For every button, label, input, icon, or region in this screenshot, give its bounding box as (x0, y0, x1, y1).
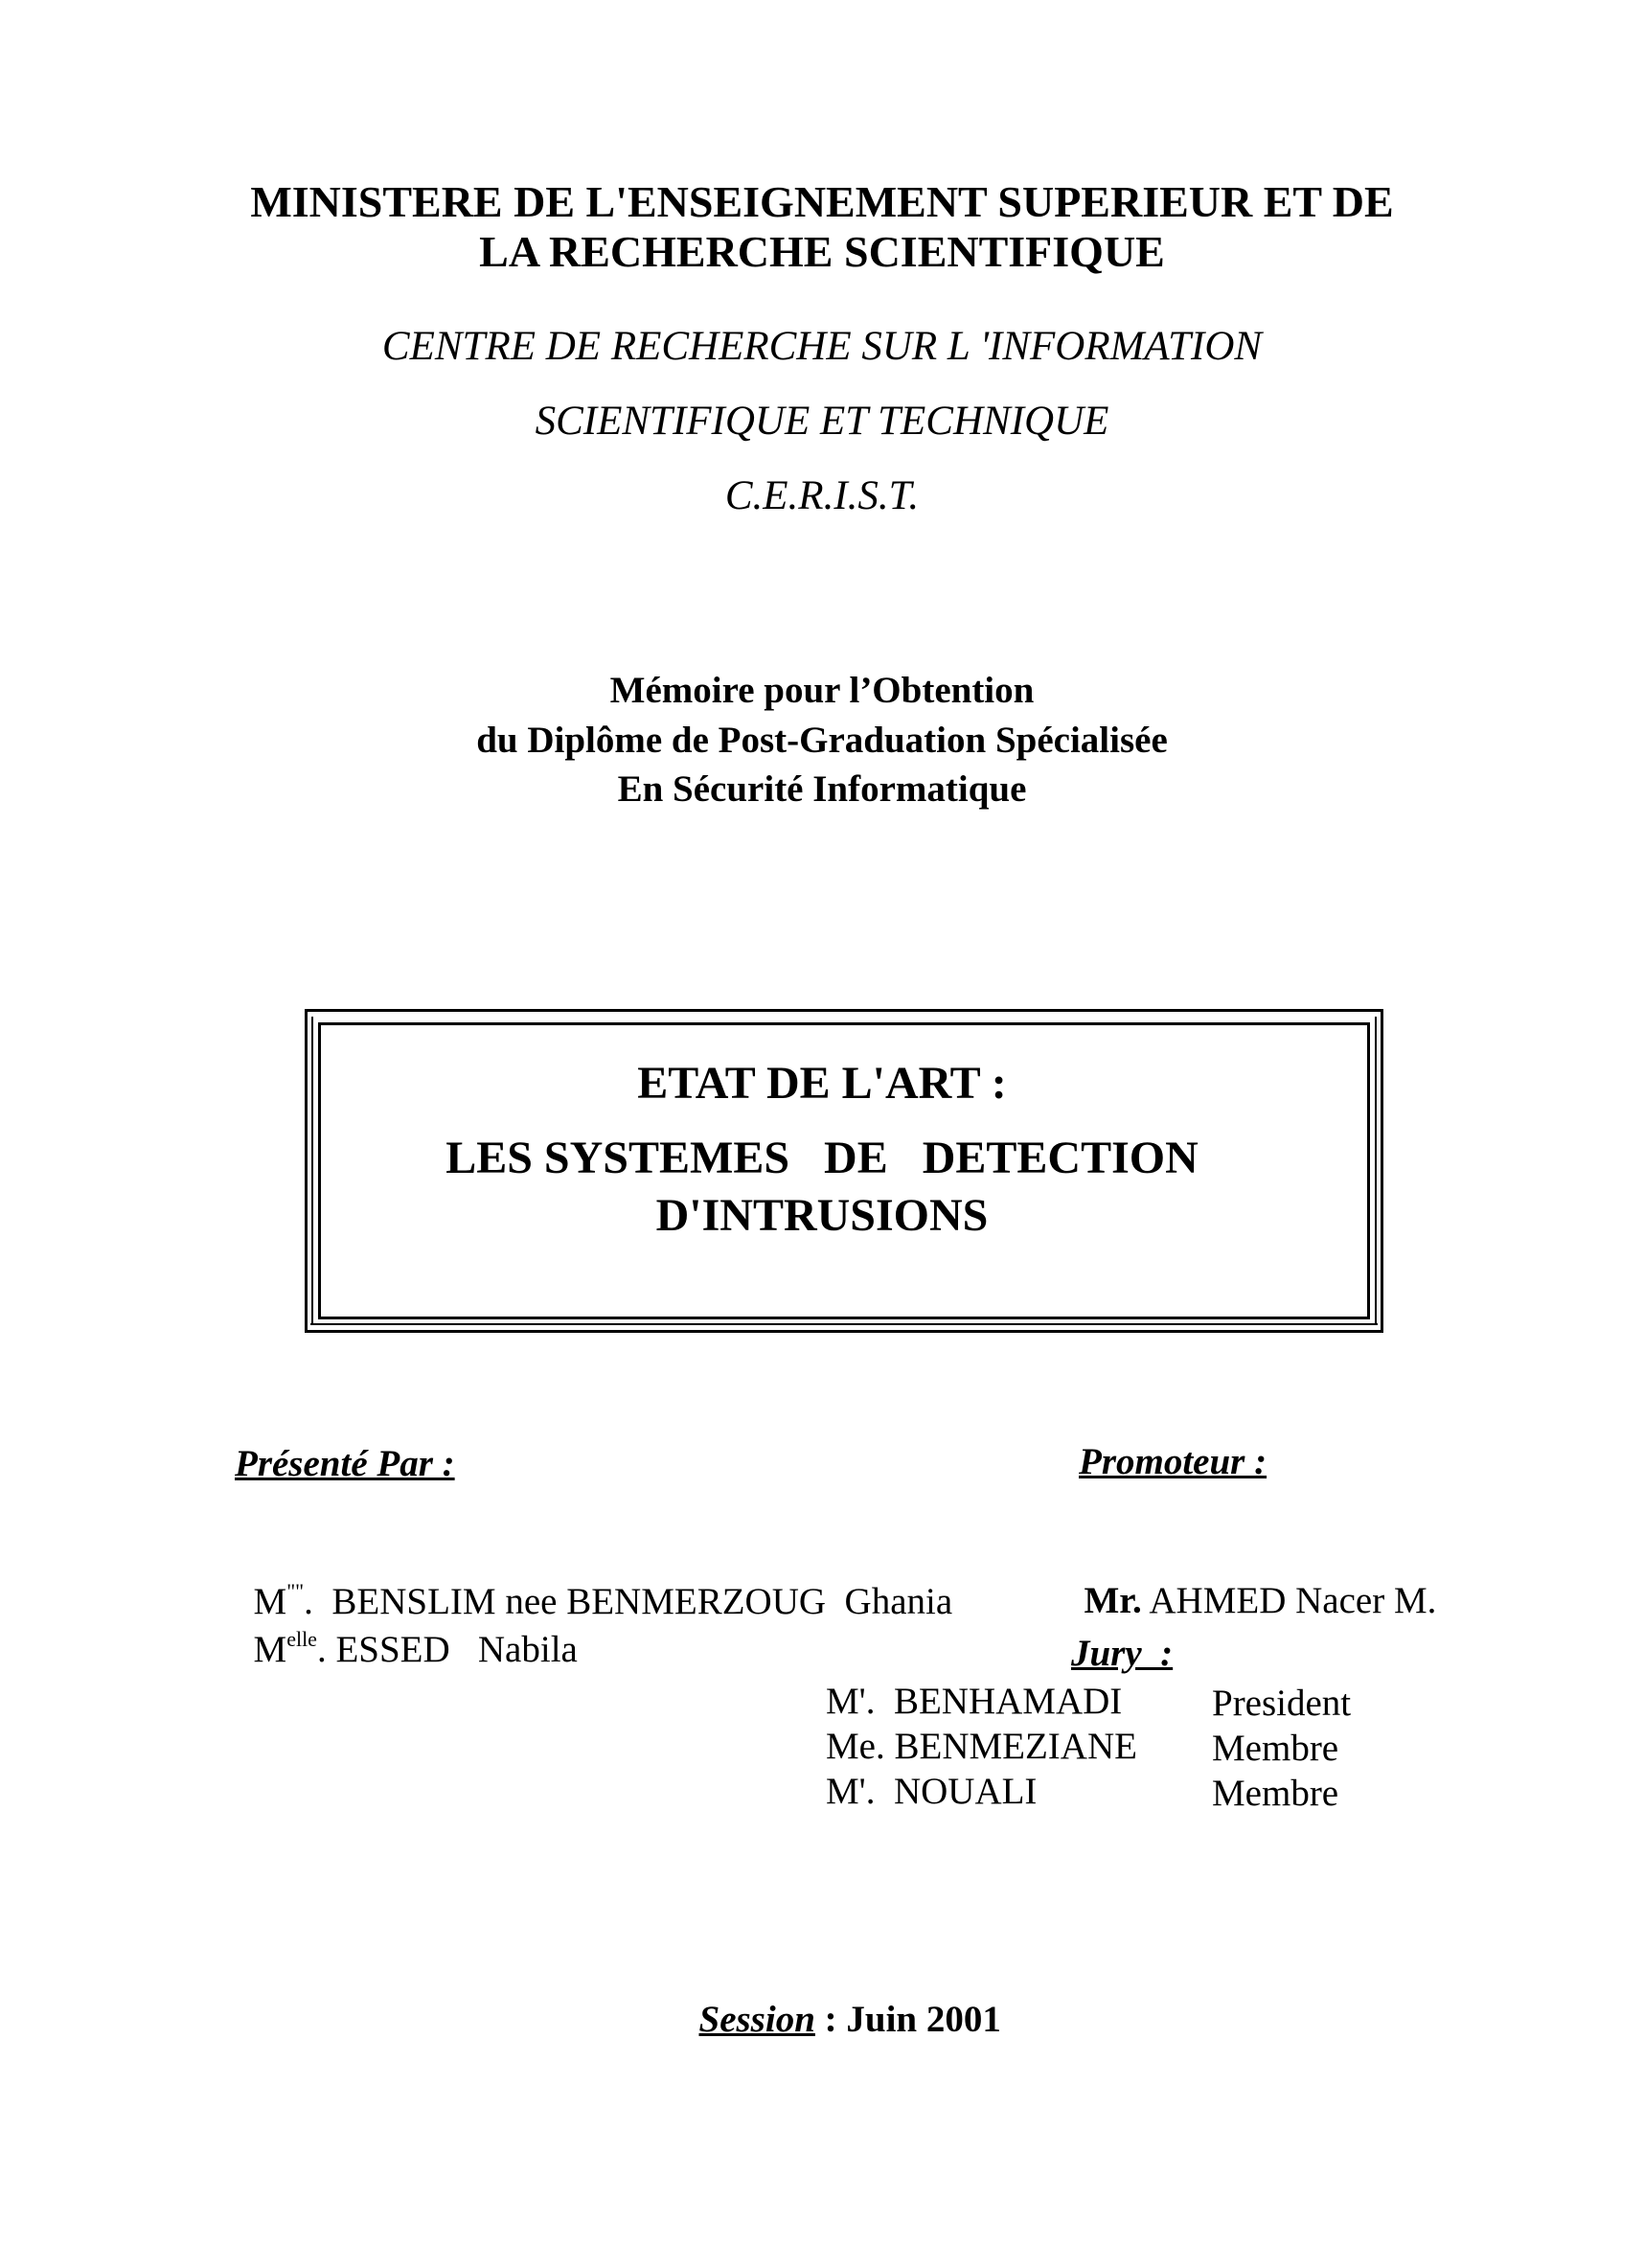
title-line-2: LES SYSTEMES DE DETECTION (445, 1133, 1199, 1183)
author-2 (235, 1584, 578, 1671)
jury-member-2-role: Membre (1212, 1728, 1339, 1769)
ministry-line-2: LA RECHERCHE SCIENTIFIQUE (479, 227, 1165, 276)
promoteur-title: Mr. (1084, 1580, 1142, 1621)
session (680, 1955, 1001, 2041)
jury-member-1-role: President (1212, 1683, 1352, 1724)
author-1-name: . BENSLIM nee BENMERZOUG Ghania (304, 1581, 953, 1622)
jury-member-3-role: Membre (1212, 1773, 1339, 1814)
ministry-line-1: MINISTERE DE L'ENSEIGNEMENT SUPERIEUR ET DE (250, 177, 1394, 226)
promoteur (1065, 1536, 1436, 1622)
memoire-line-2: du Diplôme de Post-Graduation Spécialisée (476, 720, 1168, 761)
author-2-prefix: M (253, 1629, 287, 1670)
session-value: : Juin 2001 (814, 1999, 1001, 2040)
centre-acronym: C.E.R.I.S.T. (724, 473, 920, 518)
author-1-prefix: M (253, 1581, 287, 1622)
memoire-line-1: Mémoire pour l’Obtention (609, 670, 1035, 711)
jury-member-1-name: M'. BENHAMADI (826, 1681, 1123, 1722)
author-1-sup: "" (286, 1579, 305, 1603)
centre-line-1: CENTRE DE RECHERCHE SUR L 'INFORMATION (381, 324, 1263, 369)
author-2-name: . ESSED Nabila (316, 1629, 578, 1670)
title-line-3: D'INTRUSIONS (655, 1190, 989, 1241)
jury-member-2-name: Me. BENMEZIANE (826, 1726, 1137, 1767)
presented-heading: Présenté Par : (235, 1443, 455, 1484)
promoteur-heading: Promoteur : (1079, 1441, 1267, 1482)
promoteur-name: AHMED Nacer M. (1141, 1580, 1437, 1621)
memoire-line-3: En Sécurité Informatique (617, 768, 1027, 810)
author-2-sup: elle (286, 1627, 317, 1651)
centre-line-2: SCIENTIFIQUE ET TECHNIQUE (535, 399, 1109, 444)
jury-member-3-name: M'. NOUALI (826, 1771, 1038, 1812)
title-line-1: ETAT DE L'ART : (637, 1058, 1007, 1109)
session-label: Session (698, 1999, 815, 2040)
jury-heading: Jury : (1071, 1633, 1174, 1674)
